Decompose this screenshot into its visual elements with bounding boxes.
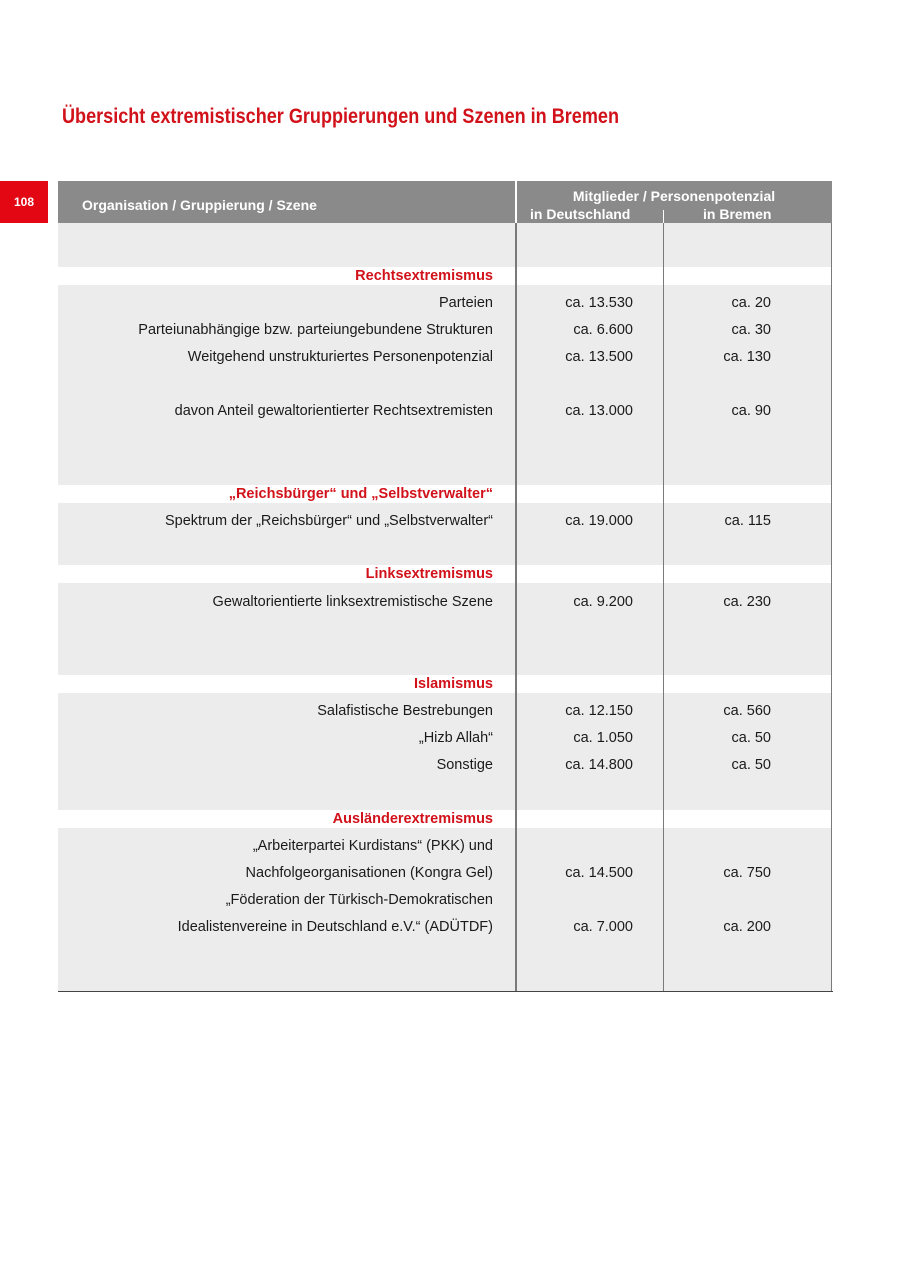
- band-top: [58, 223, 832, 267]
- row-label: „Hizb Allah“: [418, 730, 493, 746]
- table-row: [58, 917, 832, 937]
- category-label: Ausländerextremismus: [332, 811, 493, 827]
- row-germany: ca. 1.050: [573, 730, 633, 746]
- row-bremen: ca. 20: [731, 295, 771, 311]
- row-bremen: ca. 130: [723, 349, 771, 365]
- table-row: [58, 890, 832, 910]
- table-bottom-border: [58, 991, 833, 992]
- row-label: Salafistische Bestrebungen: [317, 703, 493, 719]
- row-bremen: ca. 750: [723, 865, 771, 881]
- category-row: [58, 485, 832, 503]
- row-label: Sonstige: [436, 757, 493, 773]
- row-label: „Arbeiterpartei Kurdistans“ (PKK) und: [252, 838, 493, 854]
- row-germany: ca. 19.000: [565, 513, 633, 529]
- row-germany: ca. 14.800: [565, 757, 633, 773]
- row-bremen: ca. 200: [723, 919, 771, 935]
- row-bremen: ca. 90: [731, 403, 771, 419]
- table-row: [58, 728, 832, 748]
- header-members: Mitglieder / Personenpotenzial: [572, 188, 776, 204]
- row-label: Spektrum der „Reichsbürger“ und „Selbstverwalter“: [165, 513, 493, 529]
- row-bremen: ca. 560: [723, 703, 771, 719]
- category-label: Rechtsextremismus: [355, 268, 493, 284]
- page-number-tab: [0, 181, 48, 223]
- row-label: davon Anteil gewaltorientierter Rechtsextremisten: [174, 403, 493, 419]
- table-row: [58, 320, 832, 340]
- header-germany: in Deutschland: [530, 206, 631, 222]
- table-row: [58, 347, 832, 367]
- table-row: [58, 592, 832, 612]
- header-divider: [663, 210, 664, 223]
- row-germany: ca. 14.500: [565, 865, 633, 881]
- table-row: [58, 863, 832, 883]
- row-germany: ca. 6.600: [573, 322, 633, 338]
- row-label: Weitgehend unstrukturiertes Personenpotenzial: [187, 349, 493, 365]
- category-row: [58, 810, 832, 828]
- header-organisation: Organisation / Gruppierung / Szene: [82, 197, 317, 213]
- band-rechts: [58, 285, 832, 485]
- row-germany: ca. 13.000: [565, 403, 633, 419]
- table-row: [58, 755, 832, 775]
- row-label: Gewaltorientierte linksextremistische Szene: [212, 594, 493, 610]
- category-row: [58, 267, 832, 285]
- table-row: [58, 401, 832, 421]
- row-label: „Föderation der Türkisch-Demokratischen: [225, 892, 493, 908]
- row-label: Nachfolgeorganisationen (Kongra Gel): [245, 865, 493, 881]
- table-body: [58, 223, 832, 992]
- row-germany: ca. 13.500: [565, 349, 633, 365]
- row-bremen: ca. 50: [731, 757, 771, 773]
- row-germany: ca. 9.200: [573, 594, 633, 610]
- table-row: [58, 511, 832, 531]
- row-label: Parteiunabhängige bzw. parteiungebundene Strukturen: [138, 322, 493, 338]
- table-row: [58, 701, 832, 721]
- row-germany: ca. 13.530: [565, 295, 633, 311]
- header-bremen: in Bremen: [703, 206, 772, 222]
- row-label: Idealistenvereine in Deutschland e.V.“ (ADÜTDF): [177, 919, 493, 935]
- header-column-divider: [515, 181, 517, 223]
- table-row: [58, 293, 832, 313]
- category-row: [58, 675, 832, 693]
- table-header: [58, 181, 832, 223]
- category-label: Islamismus: [414, 676, 493, 692]
- row-label: Parteien: [438, 295, 493, 311]
- page-title: Übersicht extremistischer Gruppierungen und Szenen in Bremen: [62, 104, 619, 128]
- row-bremen: ca. 30: [731, 322, 771, 338]
- row-bremen: ca. 50: [731, 730, 771, 746]
- table-row: [58, 836, 832, 856]
- category-label: Linksextremismus: [365, 566, 493, 582]
- row-germany: ca. 7.000: [573, 919, 633, 935]
- category-label: „Reichsbürger“ und „Selbstverwalter“: [228, 486, 493, 502]
- category-row: [58, 565, 832, 583]
- row-bremen: ca. 115: [724, 513, 771, 529]
- row-bremen: ca. 230: [723, 594, 771, 610]
- page-number: 108: [13, 195, 35, 209]
- row-germany: ca. 12.150: [565, 703, 633, 719]
